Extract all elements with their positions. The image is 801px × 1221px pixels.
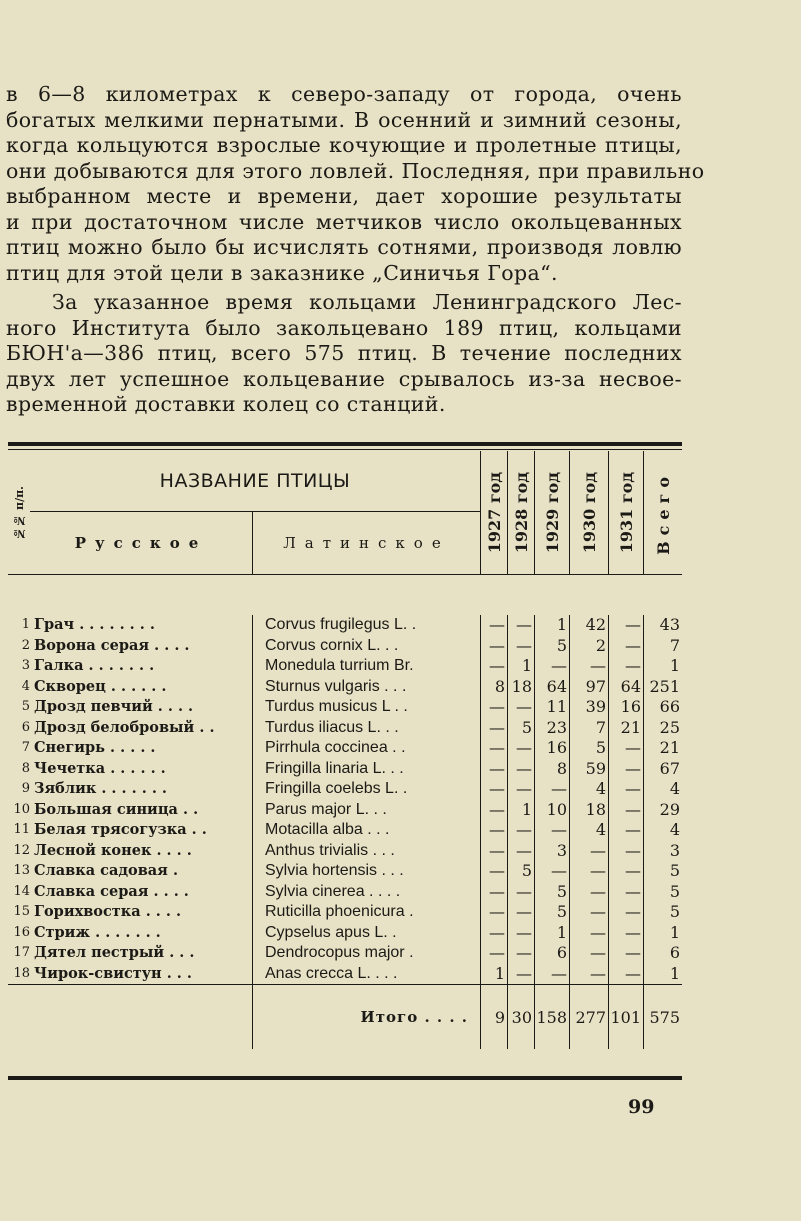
year-count-cell: — <box>535 656 570 677</box>
year-count-cell: — <box>609 882 644 903</box>
year-count-cell: 4 <box>644 779 683 800</box>
latin-name: Fringilla coelebs L. . <box>253 779 481 800</box>
total-1930: 277 <box>570 985 609 1050</box>
russian-name: Дрозд белобровый . . <box>34 718 215 736</box>
row-number: 16 <box>13 924 30 940</box>
text-line: в 6—8 километрах к северо-западу от города, очень <box>6 82 682 106</box>
totals-row <box>8 985 682 1050</box>
year-count-cell: — <box>609 779 644 800</box>
year-count-cell: 18 <box>570 800 609 821</box>
paragraph-2 <box>6 290 682 418</box>
latin-name: Sylvia hortensis . . . <box>253 861 481 882</box>
year-count-cell: — <box>481 923 508 944</box>
year-count-cell: — <box>508 615 535 636</box>
year-count-cell: — <box>508 841 535 862</box>
year-count-cell: — <box>570 882 609 903</box>
year-count-cell: 5 <box>644 882 683 903</box>
table-row <box>8 943 682 964</box>
russian-name: Славка серая . . . . <box>34 882 189 900</box>
year-count-cell: — <box>609 964 644 985</box>
year-count-cell: 8 <box>535 759 570 780</box>
row-number: 7 <box>21 740 30 755</box>
russian-name: Лесной конек . . . . <box>34 841 192 859</box>
year-count-cell: — <box>481 697 508 718</box>
table-row <box>8 656 682 677</box>
russian-name: Горихвостка . . . . <box>34 903 182 920</box>
latin-name: Corvus frugilegus L. . <box>253 615 481 636</box>
total-1928: 30 <box>508 985 535 1050</box>
year-count-cell: 5 <box>508 718 535 739</box>
row-number: 3 <box>21 658 30 673</box>
year-count-cell: 5 <box>508 861 535 882</box>
year-count-cell: — <box>481 882 508 903</box>
latin-name: Ruticilla phoenicura . <box>253 902 481 923</box>
latin-name: Cypselus apus L. . <box>253 923 481 944</box>
text-line: двух лет успешное кольцевание срывалось из-за несвое- <box>6 366 682 391</box>
year-count-cell: — <box>570 943 609 964</box>
year-count-cell: 64 <box>609 677 644 698</box>
year-count-cell: — <box>481 779 508 800</box>
row-number: 17 <box>13 945 30 960</box>
latin-name: Monedula turrium Br. <box>253 656 481 677</box>
table-row <box>8 841 682 862</box>
year-count-cell: — <box>609 636 644 657</box>
text-line: птиц можно было бы исчислять сотнями, производя ловлю <box>6 235 682 259</box>
year-count-cell: — <box>508 779 535 800</box>
year-count-cell: — <box>570 964 609 985</box>
year-count-cell: — <box>609 943 644 964</box>
table-spacer-row <box>8 575 682 616</box>
year-count-cell: — <box>609 820 644 841</box>
year-count-cell: — <box>609 656 644 677</box>
bird-name-header: НАЗВАНИЕ ПТИЦЫ <box>30 451 481 512</box>
year-count-cell: — <box>508 923 535 944</box>
table-row <box>8 964 682 985</box>
row-number: 2 <box>21 637 30 653</box>
year-count-cell: 21 <box>609 718 644 739</box>
latin-name: Sylvia cinerea . . . . <box>253 882 481 903</box>
year-count-cell: 67 <box>644 759 683 780</box>
year-1928-header: 1928 год <box>508 451 535 575</box>
totals-label: Итого . . . . <box>253 985 481 1050</box>
year-count-cell: 7 <box>644 636 683 657</box>
row-number: 9 <box>21 781 30 796</box>
text-line: выбранном месте и времени, дает хорошие результаты <box>6 184 682 208</box>
total-1931: 101 <box>609 985 644 1050</box>
table-row <box>8 718 682 739</box>
latin-name: Parus major L. . . <box>253 800 481 821</box>
russian-name: Скворец . . . . . . <box>34 677 167 695</box>
russian-name: Снегирь . . . . . <box>34 739 156 756</box>
year-count-cell: — <box>508 820 535 841</box>
latin-name: Sturnus vulgaris . . . <box>253 677 481 698</box>
table-row <box>8 738 682 759</box>
year-count-cell: 1 <box>644 964 683 985</box>
text-line: ного Института было закольцевано 189 птиц, кольцами <box>6 315 682 340</box>
year-count-cell: 1 <box>535 923 570 944</box>
row-number: 14 <box>13 883 30 899</box>
year-count-cell: — <box>609 800 644 821</box>
year-count-cell: 59 <box>570 759 609 780</box>
text-line: когда кольцуются взрослые кочующие и пролетные птицы, <box>6 133 682 157</box>
year-count-cell: — <box>535 964 570 985</box>
year-count-cell: 1 <box>535 615 570 636</box>
year-count-cell: — <box>609 841 644 862</box>
russian-name: Ворона серая . . . . <box>34 636 190 654</box>
russian-name: Галка . . . . . . . <box>34 657 155 674</box>
year-count-cell: 43 <box>644 615 683 636</box>
year-count-cell: — <box>508 697 535 718</box>
row-number: 5 <box>21 699 30 714</box>
table-bottom-rule <box>8 1076 682 1080</box>
year-count-cell: — <box>609 923 644 944</box>
table-row <box>8 759 682 780</box>
year-count-cell: 10 <box>535 800 570 821</box>
year-count-cell: — <box>481 800 508 821</box>
russian-name: Зяблик . . . . . . . <box>34 780 167 797</box>
row-number: 15 <box>13 904 30 919</box>
year-count-cell: — <box>508 943 535 964</box>
year-count-cell: 1 <box>508 800 535 821</box>
year-count-cell: 5 <box>535 902 570 923</box>
paragraph-1 <box>6 82 705 286</box>
total-all: 575 <box>644 985 683 1050</box>
year-count-cell: 5 <box>644 902 683 923</box>
row-number: 6 <box>21 719 30 735</box>
year-1929-header: 1929 год <box>535 451 570 575</box>
table-top-rule-thin <box>8 449 682 450</box>
year-count-cell: — <box>609 759 644 780</box>
latin-name: Turdus iliacus L. . . <box>253 718 481 739</box>
year-count-cell: — <box>481 902 508 923</box>
year-count-cell: — <box>481 943 508 964</box>
table-row <box>8 882 682 903</box>
table-row <box>8 697 682 718</box>
year-count-cell: — <box>609 861 644 882</box>
russian-name-header: Русское <box>30 512 253 575</box>
table-header-row <box>8 451 682 512</box>
table-body <box>8 615 682 985</box>
row-number: 11 <box>13 822 30 837</box>
year-count-cell: 1 <box>481 964 508 985</box>
table-row <box>8 923 682 944</box>
row-number: 13 <box>13 863 30 878</box>
year-count-cell: 2 <box>570 636 609 657</box>
russian-name: Чечетка . . . . . . <box>34 759 166 777</box>
year-count-cell: 4 <box>570 779 609 800</box>
year-count-cell: — <box>481 759 508 780</box>
total-header: Всего <box>644 451 683 575</box>
number-column-header: №№ п/п. <box>8 451 30 575</box>
russian-name: Большая синица . . <box>34 800 199 818</box>
russian-name: Грач . . . . . . . . <box>34 616 155 633</box>
russian-name: Дрозд певчий . . . . <box>34 698 194 715</box>
latin-name: Dendrocopus major . <box>253 943 481 964</box>
table-row <box>8 861 682 882</box>
year-count-cell: 1 <box>508 656 535 677</box>
year-count-cell: — <box>570 923 609 944</box>
year-count-cell: — <box>481 861 508 882</box>
table-row <box>8 800 682 821</box>
row-number: 10 <box>13 801 30 817</box>
row-number: 8 <box>21 760 30 776</box>
latin-name-header: Латинское <box>253 512 481 575</box>
table-row <box>8 615 682 636</box>
year-count-cell: 97 <box>570 677 609 698</box>
year-count-cell: 6 <box>535 943 570 964</box>
year-count-cell: — <box>508 964 535 985</box>
year-count-cell: 5 <box>535 636 570 657</box>
latin-name: Fringilla linaria L. . . <box>253 759 481 780</box>
year-count-cell: 3 <box>644 841 683 862</box>
year-count-cell: — <box>535 861 570 882</box>
table-row <box>8 677 682 698</box>
table-row <box>8 820 682 841</box>
year-count-cell: — <box>609 738 644 759</box>
russian-name: Стриж . . . . . . . <box>34 923 161 941</box>
year-count-cell: 18 <box>508 677 535 698</box>
year-count-cell: 6 <box>644 943 683 964</box>
year-count-cell: — <box>481 656 508 677</box>
row-number: 1 <box>21 617 30 632</box>
russian-name: Дятел пестрый . . . <box>34 944 195 961</box>
year-count-cell: 1 <box>644 923 683 944</box>
table-row <box>8 779 682 800</box>
year-count-cell: — <box>535 820 570 841</box>
table-top-rule <box>8 442 682 446</box>
latin-name: Turdus musicus L . . <box>253 697 481 718</box>
latin-name: Motacilla alba . . . <box>253 820 481 841</box>
total-1927: 9 <box>481 985 508 1050</box>
text-line: временной доставки колец со станций. <box>6 392 446 416</box>
year-count-cell: — <box>508 902 535 923</box>
year-count-cell: — <box>570 841 609 862</box>
russian-name: Чирок-свистун . . . <box>34 964 192 982</box>
text-line: они добываются для этого ловлей. Последняя, при правильно <box>6 158 705 183</box>
text-line: За указанное время кольцами Ленинградского Лес- <box>52 290 682 314</box>
year-1927-header: 1927 год <box>481 451 508 575</box>
total-1929: 158 <box>535 985 570 1050</box>
year-count-cell: — <box>481 841 508 862</box>
page-number: 99 <box>628 1096 655 1118</box>
table-row <box>8 902 682 923</box>
year-count-cell: — <box>609 902 644 923</box>
year-count-cell: 7 <box>570 718 609 739</box>
year-count-cell: 8 <box>481 677 508 698</box>
year-count-cell: 29 <box>644 800 683 821</box>
year-count-cell: — <box>508 636 535 657</box>
year-count-cell: — <box>570 861 609 882</box>
latin-name: Anthus trivialis . . . <box>253 841 481 862</box>
latin-name: Anas crecca L. . . . <box>253 964 481 985</box>
russian-name: Славка садовая . <box>34 862 178 879</box>
year-count-cell: 25 <box>644 718 683 739</box>
row-number: 18 <box>13 965 30 981</box>
table-row <box>8 636 682 657</box>
year-1931-header: 1931 год <box>609 451 644 575</box>
year-count-cell: 4 <box>644 820 683 841</box>
bird-ringing-table <box>8 451 682 1049</box>
text-line: и при достаточном числе метчиков число окольцеванных <box>6 209 682 234</box>
year-count-cell: 5 <box>570 738 609 759</box>
year-count-cell: — <box>570 656 609 677</box>
year-count-cell: 42 <box>570 615 609 636</box>
year-count-cell: — <box>508 882 535 903</box>
year-count-cell: — <box>481 718 508 739</box>
year-count-cell: — <box>609 615 644 636</box>
text-line: богатых мелкими пернатыми. В осенний и зимний сезоны, <box>6 107 682 132</box>
year-count-cell: — <box>508 738 535 759</box>
year-count-cell: — <box>481 615 508 636</box>
year-count-cell: — <box>481 636 508 657</box>
year-count-cell: 39 <box>570 697 609 718</box>
year-count-cell: 251 <box>644 677 683 698</box>
latin-name: Corvus cornix L. . . <box>253 636 481 657</box>
text-line: БЮН'а—386 птиц, всего 575 птиц. В течение последних <box>6 341 682 365</box>
year-count-cell: 3 <box>535 841 570 862</box>
year-count-cell: — <box>535 779 570 800</box>
row-number: 4 <box>21 678 30 694</box>
russian-name: Белая трясогузка . . <box>34 821 207 838</box>
year-1930-header: 1930 год <box>570 451 609 575</box>
year-count-cell: 64 <box>535 677 570 698</box>
year-count-cell: 1 <box>644 656 683 677</box>
year-count-cell: 66 <box>644 697 683 718</box>
year-count-cell: 5 <box>535 882 570 903</box>
year-count-cell: 11 <box>535 697 570 718</box>
year-count-cell: 23 <box>535 718 570 739</box>
year-count-cell: 21 <box>644 738 683 759</box>
year-count-cell: 16 <box>609 697 644 718</box>
year-count-cell: — <box>481 820 508 841</box>
year-count-cell: — <box>570 902 609 923</box>
text-line: птиц для этой цели в заказнике „Синичья Гора“. <box>6 260 558 285</box>
year-count-cell: — <box>508 759 535 780</box>
year-count-cell: 16 <box>535 738 570 759</box>
year-count-cell: 5 <box>644 861 683 882</box>
row-number: 12 <box>13 842 30 858</box>
year-count-cell: 4 <box>570 820 609 841</box>
year-count-cell: — <box>481 738 508 759</box>
latin-name: Pirrhula coccinea . . <box>253 738 481 759</box>
